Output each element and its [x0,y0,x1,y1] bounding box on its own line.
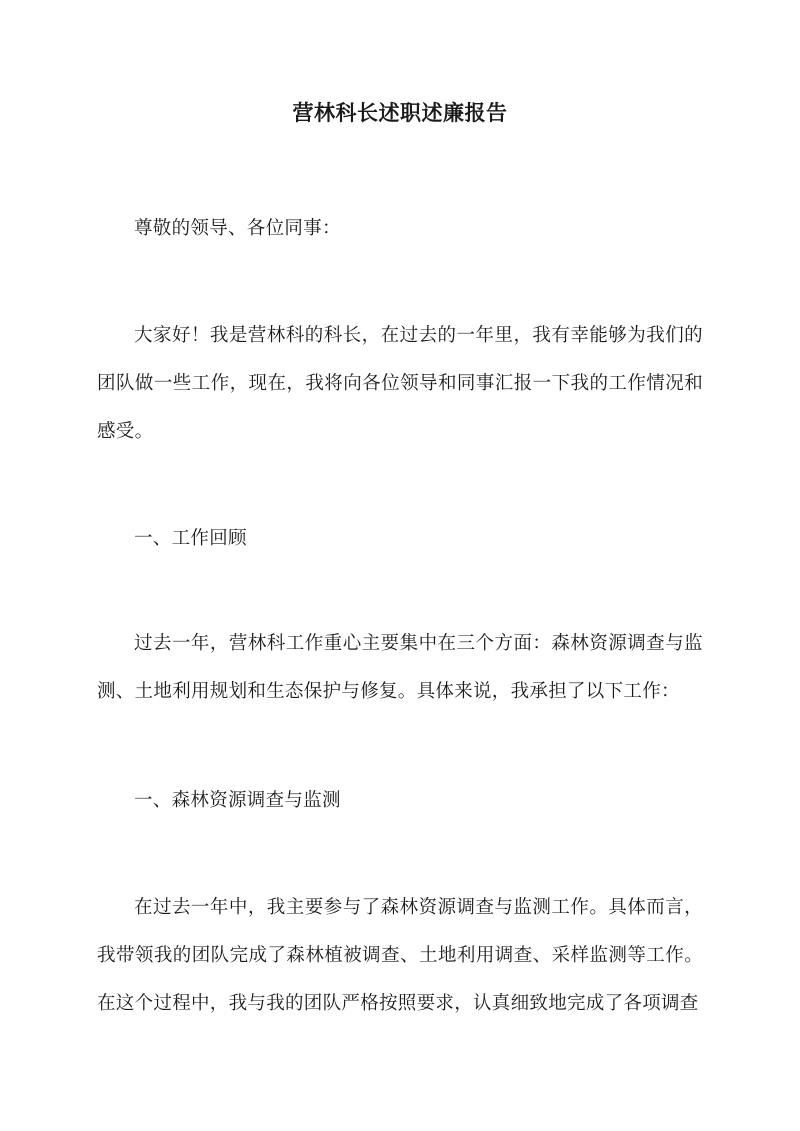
section-heading-forest-survey: 一、森林资源调查与监测 [134,790,341,811]
document-title: 营林科长述职述廉报告 [292,100,508,125]
greeting-paragraph: 尊敬的领导、各位同事： [134,218,341,239]
work-review-paragraph: 过去一年，营林科工作重心主要集中在三个方面：森林资源调查与监测、土地利用规划和生态保护与修复。具体来说，我承担了以下工作： [97,633,703,702]
intro-paragraph: 大家好！我是营林科的科长，在过去的一年里，我有幸能够为我们的团队做一些工作，现在，我将向各位领导和同事汇报一下我的工作情况和感受。 [97,325,703,442]
section-heading-work-review: 一、工作回顾 [134,528,247,549]
forest-survey-paragraph: 在过去一年中，我主要参与了森林资源调查与监测工作。具体而言，我带领我的团队完成了森林植被调查、土地利用调查、采样监测等工作。在这个过程中，我与我的团队严格按照要求，认真细致地完成了各项调查 [97,897,703,1014]
